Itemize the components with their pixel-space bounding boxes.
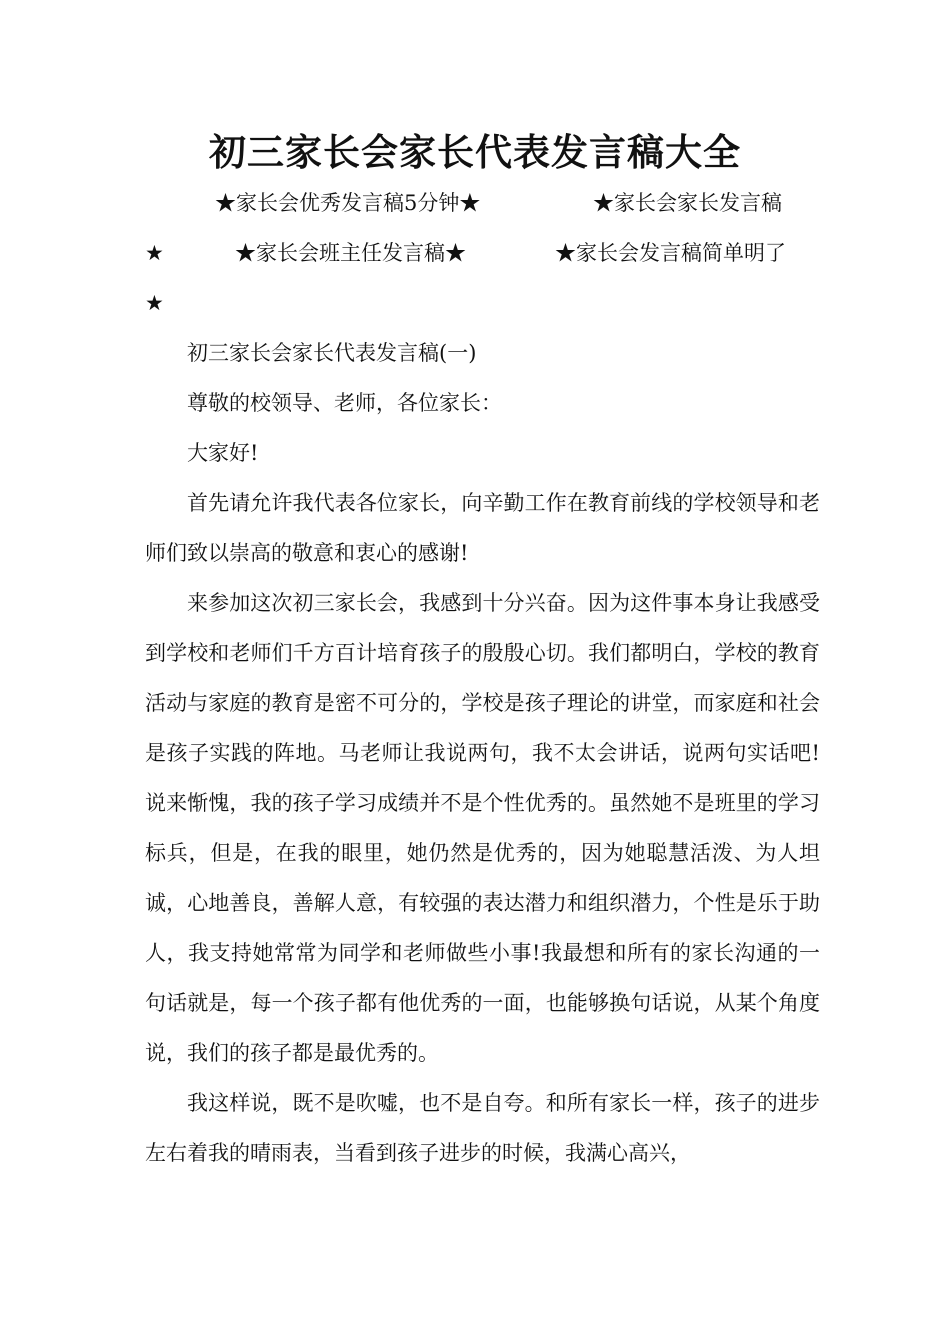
link-parent-speech-5min[interactable]: ★家长会优秀发言稿5分钟★ (215, 191, 481, 215)
greeting: 大家好! (187, 441, 259, 465)
paragraph-thanks: 首先请允许我代表各位家长，向辛勤工作在教育前线的学校领导和老师们致以崇高的敬意和衷心的感谢! (145, 491, 820, 565)
related-links-row-1 (145, 178, 820, 228)
link-parent-speech-end[interactable]: ★ (145, 241, 164, 265)
related-links-row-2 (145, 228, 820, 278)
link-simple-speech-start[interactable]: ★家长会发言稿简单明了 (555, 241, 786, 265)
link-simple-speech-end[interactable]: ★ (145, 291, 164, 315)
document-title: 初三家长会家长代表发言稿大全 (209, 131, 741, 174)
section-heading: 初三家长会家长代表发言稿(一) (187, 341, 477, 365)
paragraph-main: 来参加这次初三家长会，我感到十分兴奋。因为这件事本身让我感受到学校和老师们千方百计培育孩子的殷殷心切。我们都明白，学校的教育活动与家庭的教育是密不可分的，学校是孩子理论的讲堂，而家庭和社会是孩子实践的阵地。马老师让我说两句，我不太会讲话，说两句实话吧!说来惭愧，我的孩子学习成绩并不是个性优秀的。虽然她不是班里的学习标兵，但是，在我的眼里，她仍然是优秀的，因为她聪慧活泼、为人坦诚，心地善良，善解人意，有较强的表达潜力和组织潜力，个性是乐于助人，我支持她常常为同学和老师做些小事!我最想和所有的家长沟通的一句话就是，每一个孩子都有他优秀的一面，也能够换句话说，从某个角度说，我们的孩子都是最优秀的。 (145, 591, 820, 1065)
related-links-row-3 (145, 278, 820, 328)
document-body (145, 178, 820, 1178)
paragraph-closing: 我这样说，既不是吹嘘，也不是自夸。和所有家长一样，孩子的进步左右着我的晴雨表，当看到孩子进步的时候，我满心高兴， (145, 1091, 820, 1165)
link-parent-speech-start[interactable]: ★家长会家长发言稿 (593, 191, 782, 215)
salutation: 尊敬的校领导、老师，各位家长： (187, 391, 502, 415)
link-head-teacher-speech[interactable]: ★家长会班主任发言稿★ (235, 241, 466, 265)
